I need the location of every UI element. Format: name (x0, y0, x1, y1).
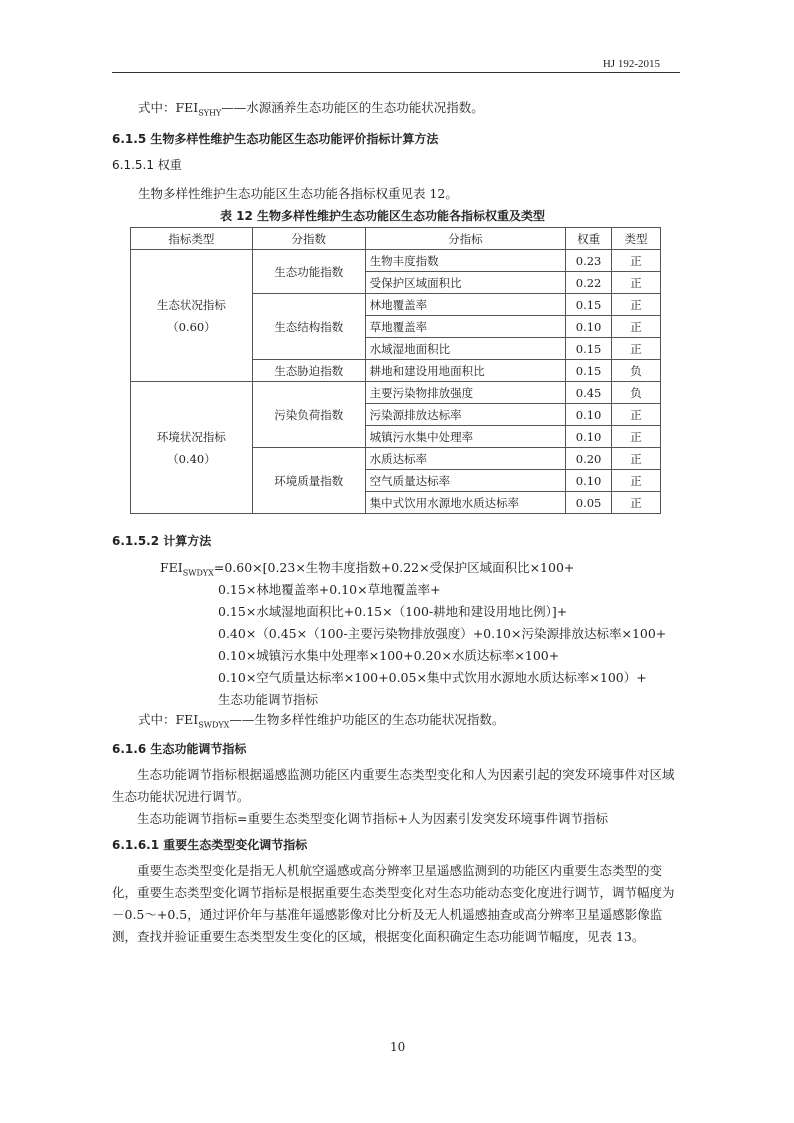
direction: 正 (612, 470, 661, 492)
sub-indicator: 草地覆盖率 (365, 316, 566, 338)
sub-indicator: 生物丰度指数 (365, 250, 566, 272)
paragraph: 生态功能调节指标根据遥感监测功能区内重要生态类型变化和人为因素引起的突发环境事件对区域生态功能状况进行调节。 (112, 767, 675, 804)
weight: 0.15 (566, 294, 612, 316)
paragraph: 生态功能调节指标=重要生态类型变化调节指标+人为因素引发突发环境事件调节指标 (137, 811, 608, 826)
intro-prefix: 式中：FEI (138, 100, 199, 115)
page-number: 10 (390, 1040, 406, 1054)
sub-index: 生态功能指数 (252, 250, 365, 294)
sub-indicator: 耕地和建设用地面积比 (365, 360, 566, 382)
sub-index: 生态胁迫指数 (252, 360, 365, 382)
col-header: 分指标 (365, 228, 566, 250)
indicator-type: 环境状况指标 (156, 429, 226, 444)
indicator-type-weight: （0.60） (167, 319, 216, 334)
direction: 正 (612, 250, 661, 272)
weight: 0.15 (566, 338, 612, 360)
weight: 0.10 (566, 426, 612, 448)
col-header: 权重 (566, 228, 612, 250)
weight: 0.05 (566, 492, 612, 514)
indicator-type-weight: （0.40） (167, 451, 216, 466)
intro-note (138, 98, 484, 118)
formula-lhs: FEI (160, 560, 183, 575)
sub-indicator: 受保护区域面积比 (365, 272, 566, 294)
formula-sub: SWDYX (182, 568, 214, 578)
formula-line-1 (160, 558, 574, 578)
where-note (138, 710, 504, 730)
direction: 正 (612, 272, 661, 294)
table-row (131, 250, 661, 272)
formula-line-6: 0.10×空气质量达标率×100+0.05×集中式饮用水源地水质达标率×100）+ (218, 670, 647, 685)
weight: 0.10 (566, 470, 612, 492)
sub-index: 生态结构指数 (252, 294, 365, 360)
paragraph: 重要生态类型变化是指无人机航空遥感或高分辨率卫星遥感监测到的功能区内重要生态类型的变化，重要生态类型变化调节指标是根据重要生态类型变化对生态功能动态变化度进行调节，调节幅度为－0.5～+0.5，通过评价年与基准年遥感影像对比分析及无人机遥感抽查或高分辨率卫星遥感影像监测，查找并验证重要生态类型发生变化的区域，根据变化面积确定生态功能调节幅度，见表 13。 (112, 863, 675, 944)
direction: 正 (612, 294, 661, 316)
formula-line-2: 0.15×林地覆盖率+0.10×草地覆盖率+ (218, 582, 441, 597)
col-header: 分指数 (252, 228, 365, 250)
heading-6-1-6-1: 6.1.6.1 重要生态类型变化调节指标 (112, 838, 308, 852)
table-row (131, 382, 661, 404)
sub-index: 污染负荷指数 (252, 382, 365, 448)
direction: 正 (612, 448, 661, 470)
heading-6-1-5-1: 6.1.5.1 权重 (112, 158, 182, 172)
direction: 正 (612, 404, 661, 426)
indicator-type-cell (131, 250, 253, 382)
direction: 负 (612, 360, 661, 382)
sub-indicator: 林地覆盖率 (365, 294, 566, 316)
weight: 0.45 (566, 382, 612, 404)
weight: 0.10 (566, 316, 612, 338)
intro-suffix: ——水源涵养生态功能区的生态功能状况指数。 (221, 100, 484, 115)
direction: 正 (612, 426, 661, 448)
col-header: 类型 (612, 228, 661, 250)
sub-indicator: 集中式饮用水源地水质达标率 (365, 492, 566, 514)
sub-indicator: 水质达标率 (365, 448, 566, 470)
where-suffix: ——生物多样性维护功能区的生态功能状况指数。 (229, 712, 505, 727)
formula-text: =0.60×[0.23×生物丰度指数+0.22×受保护区域面积比×100+ (213, 560, 575, 575)
weight: 0.10 (566, 404, 612, 426)
indicator-type: 生态状况指标 (156, 297, 226, 312)
direction: 正 (612, 492, 661, 514)
direction: 正 (612, 316, 661, 338)
intro-sub: SYHY (198, 108, 222, 118)
indicator-type-cell (131, 382, 253, 514)
heading-6-1-5: 6.1.5 生物多样性维护生态功能区生态功能评价指标计算方法 (112, 132, 439, 146)
sub-indicator: 城镇污水集中处理率 (365, 426, 566, 448)
formula-line-7: 生态功能调节指标 (218, 692, 319, 707)
sub-index: 环境质量指数 (252, 448, 365, 514)
sub-indicator: 主要污染物排放强度 (365, 382, 566, 404)
formula-line-3: 0.15×水域湿地面积比+0.15×（100-耕地和建设用地比例）]+ (218, 604, 568, 619)
weight: 0.15 (566, 360, 612, 382)
direction: 正 (612, 338, 661, 360)
weight: 0.22 (566, 272, 612, 294)
table-caption: 表 12 生物多样性维护生态功能区生态功能各指标权重及类型 (220, 209, 546, 223)
sub-indicator: 水域湿地面积比 (365, 338, 566, 360)
where-prefix: 式中：FEI (138, 712, 199, 727)
direction: 负 (612, 382, 661, 404)
weights-table (130, 227, 661, 514)
col-header: 指标类型 (131, 228, 253, 250)
standard-code: HJ 192-2015 (602, 58, 660, 70)
sub-indicator: 空气质量达标率 (365, 470, 566, 492)
sub-indicator: 污染源排放达标率 (365, 404, 566, 426)
formula-line-5: 0.10×城镇污水集中处理率×100+0.20×水质达标率×100+ (218, 648, 560, 663)
where-sub: SWDYX (198, 720, 230, 730)
heading-6-1-6: 6.1.6 生态功能调节指标 (112, 742, 247, 756)
weight: 0.23 (566, 250, 612, 272)
weights-intro: 生物多样性维护生态功能区生态功能各指标权重见表 12。 (138, 186, 458, 201)
header-rule (112, 72, 680, 73)
heading-6-1-5-2: 6.1.5.2 计算方法 (112, 534, 212, 548)
formula-line-4: 0.40×（0.45×（100-主要污染物排放强度）+0.10×污染源排放达标率×100+ (218, 626, 667, 641)
weight: 0.20 (566, 448, 612, 470)
